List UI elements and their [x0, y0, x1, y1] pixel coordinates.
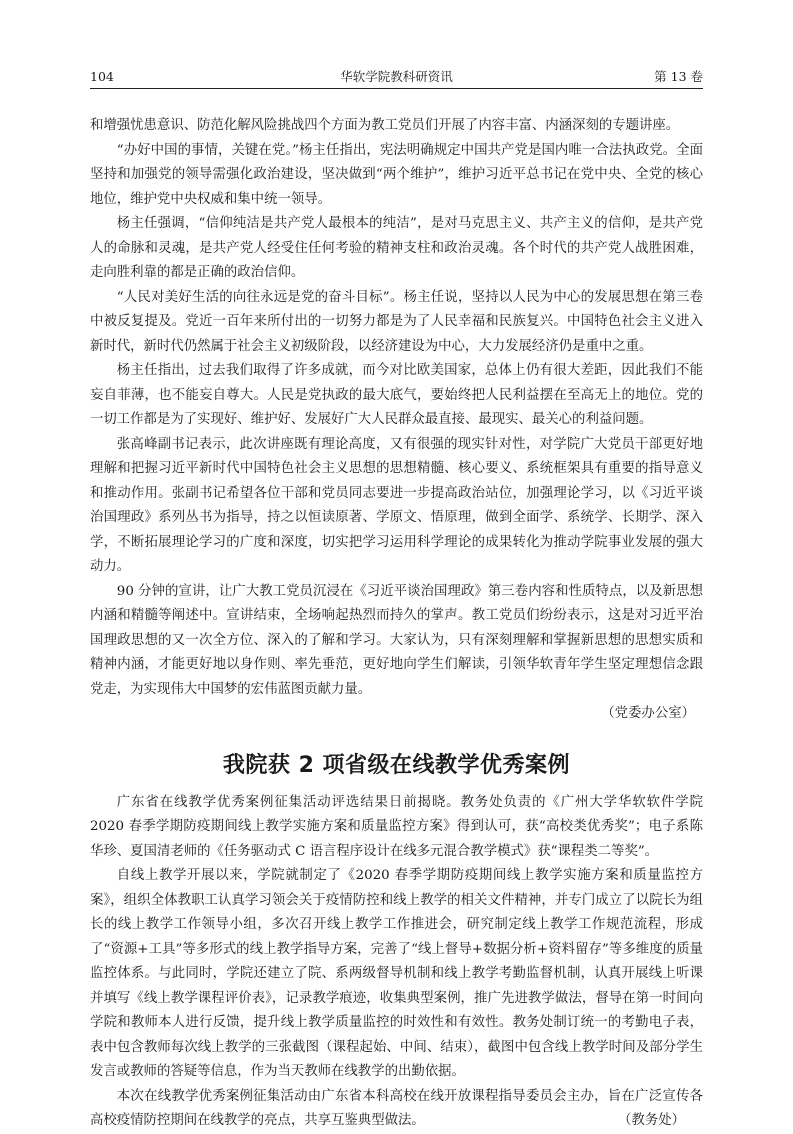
paragraph: “办好中国的事情，关键在党。”杨主任指出，宪法明确规定中国共产党是国内唯一合法执政党。全面坚持和加强党的领导需强化政治建设，坚决做到“两个维护”，维护习近平总书记在党中央、全党的核心地位，维护党中央权威和集中统一领导。: [90, 142, 703, 207]
page-content: [90, 114, 703, 1134]
article-party-lecture: [90, 114, 703, 727]
article-attribution: （党委办公室）: [601, 706, 695, 721]
paragraph: 张高峰副书记表示，此次讲座既有理论高度，又有很强的现实针对性，对学院广大党员干部更好地理解和把握习近平新时代中国特色社会主义思想的思想精髓、核心要义、系统框架具有重要的指导意义和推动作用。张副书记希望各位干部和党员同志要进一步提高政治站位，加强理论学习，以《习近平谈治国理政》系列丛书为指导，持之以恒读原著、学原文、悟原理，做到全面学、系统学、长期学、深入学，不断拓展理论学习的广度和深度，切实把学习运用科学理论的成果转化为推动学院事业发展的强大动力。: [90, 436, 703, 574]
paragraph: 和增强忧患意识、防范化解风险挑战四个方面为教工党员们开展了内容丰富、内涵深刻的专题讲座。: [90, 118, 680, 133]
page-header: [90, 66, 703, 89]
article-title: 我院获 2 项省级在线教学优秀案例: [222, 752, 571, 778]
page-number: 104: [90, 69, 114, 84]
paragraph: 广东省在线教学优秀案例征集活动评选结果日前揭晓。教务处负责的《广州大学华软软件学院 2020 春季学期防疫期间线上教学实施方案和质量监控方案》得到认可，获“高校类优秀奖”；电子系陈华珍、夏国清老师的《任务驱动式 C 语言程序设计在线多元混合教学模式》获“课程类二等奖”。: [90, 794, 703, 859]
paragraph-last: [90, 1085, 703, 1134]
volume-label: 第 13 卷: [654, 69, 703, 84]
paragraph: 杨主任强调，“信仰纯洁是共产党人最根本的纯洁”，是对马克思主义、共产主义的信仰，是共产党人的命脉和灵魂，是共产党人经受住任何考验的精神支柱和政治灵魂。各个时代的共产党人战胜困难，走向胜利靠的都是正确的政治信仰。: [90, 216, 703, 280]
paragraph: “人民对美好生活的向往永远是党的奋斗目标”。杨主任说，坚持以人民为中心的发展思想在第三卷中被反复提及。党近一百年来所付出的一切努力都是为了人民幸福和民族复兴。中国特色社会主义进入新时代，新时代仍然属于社会主义初级阶段，以经济建设为中心，大力发展经济仍是重中之重。: [90, 289, 703, 354]
paragraph-text: 本次在线教学优秀案例征集活动由广东省本科高校在线开放课程指导委员会主办，旨在广泛宣传各高校疫情防控期间在线教学的亮点，共享互鉴典型做法。: [90, 1088, 703, 1128]
article-online-teaching: [90, 791, 703, 1134]
paragraph: 自线上教学开展以来，学院就制定了《2020 春季学期防疫期间线上教学实施方案和质量监控方案》，组织全体教职工认真学习领会关于疫情防控和线上教学的相关文件精神，并专门成立了以院长为组长的线上教学工作领导小组，多次召开线上教学工作推进会，研究制定线上教学工作规范流程，形成了“资源+工具”等多形式的线上教学指导方案，完善了“线上督导+数据分析+资料留存”等多维度的质量监控体系。与此同时，学院还建立了院、系两级督导机制和线上教学考勤监督机制，认真开展线上听课并填写《线上教学课程评价表》，记录教学痕迹，收集典型案例，推广先进教学做法，督导在第一时间向学院和教师本人进行反馈，提升线上教学质量监控的时效性和有效性。教务处制订统一的考勤电子表，表中包含教师每次线上教学的三张截图（课程起始、中间、结束），截图中包含线上教学时间及部分学生发言或教师的答疑等信息，作为当天教师在线教学的出勤依据。: [90, 868, 703, 1079]
paragraph: 杨主任指出，过去我们取得了许多成就，而今对比欧美国家，总体上仍有很大差距，因此我们不能妄自菲薄，也不能妄自尊大。人民是党执政的最大底气，要始终把人民利益摆在至高无上的地位。党的一切工作都是为了实现好、维护好、发展好广大人民群众最直接、最现实、最关心的利益问题。: [90, 363, 703, 427]
article-attribution: （教务处）: [618, 1113, 685, 1128]
journal-title: 华软学院教科研资讯: [340, 69, 453, 84]
paragraph: 90 分钟的宣讲，让广大教工党员沉浸在《习近平谈治国理政》第三卷内容和性质特点，以及新思想内涵和精髓等阐述中。宣讲结束，全场响起热烈而持久的掌声。教工党员们纷纷表示，这是对习近平治国理政思想的又一次全方位、深入的了解和学习。大家认为，只有深刻理解和掌握新思想的思想实质和精神内涵，才能更好地以身作则、率先垂范，更好地向学生们解读，引领华软青年学生坚定理想信念跟党走，为实现伟大中国梦的宏伟蓝图贡献力量。: [90, 583, 703, 697]
